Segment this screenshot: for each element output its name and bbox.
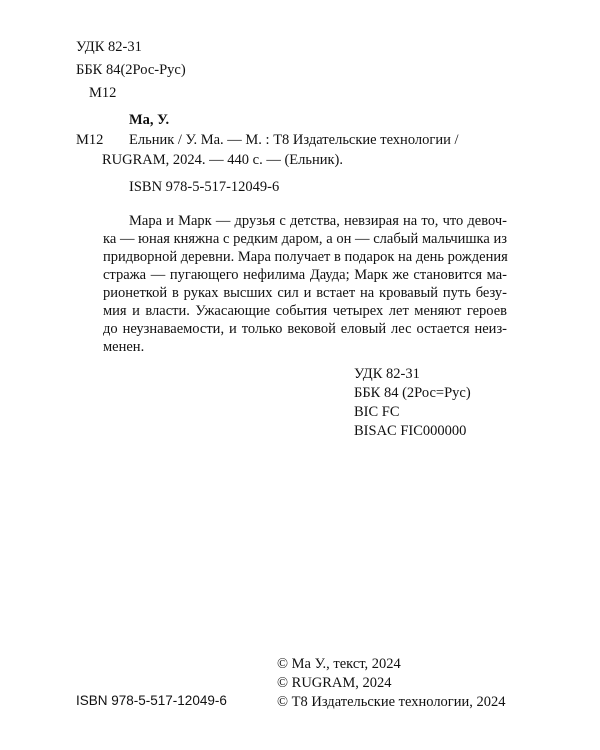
udk-code: УДК 82-31	[76, 39, 142, 55]
bic-code: BIC FC	[354, 404, 400, 420]
annotation-line: стража — пугающего нефилима Дауда; Марк же становится ма-	[103, 267, 507, 283]
annotation-line: придворной деревни. Мара получает в подарок на день рождения	[103, 249, 508, 265]
bbk-code-right: ББК 84 (2Рос=Рус)	[354, 385, 471, 401]
author-sign: М12	[89, 85, 117, 101]
author-sign-inline: М12	[76, 132, 104, 148]
bibliographic-line-2: RUGRAM, 2024. — 440 с. — (Ельник).	[102, 152, 344, 168]
isbn-bottom: ISBN 978-5-517-12049-6	[76, 693, 227, 708]
bibliographic-line-1: Ельник / У. Ма. — М. : Т8 Издательские технологии /	[129, 132, 459, 148]
annotation	[103, 212, 507, 356]
isbn-top: ISBN 978-5-517-12049-6	[129, 179, 280, 195]
annotation-line: рионеткой в руках высших сил и встает на кровавый путь безу-	[103, 285, 507, 301]
annotation-line: до неузнаваемости, и только вековой еловый лес остается неиз-	[103, 321, 507, 337]
annotation-line: мия и власти. Ужасающие события четырех лет меняют героев	[103, 303, 507, 319]
author-name: Ма, У.	[129, 112, 170, 128]
annotation-line: менен.	[103, 339, 145, 355]
bbk-code: ББК 84(2Рос-Рус)	[76, 62, 186, 78]
annotation-line: ка — юная княжна с редким даром, а он — слабый мальчишка из	[103, 231, 507, 247]
copyright-text: © Ма У., текст, 2024	[277, 656, 401, 672]
bisac-code: BISAC FIC000000	[354, 423, 467, 439]
copyright-publisher: © RUGRAM, 2024	[277, 675, 392, 691]
annotation-line: Мара и Марк — друзья с детства, невзирая на то, что девоч-	[129, 213, 507, 229]
copyright-t8: © Т8 Издательские технологии, 2024	[277, 694, 506, 710]
udk-code-right: УДК 82-31	[354, 366, 420, 382]
